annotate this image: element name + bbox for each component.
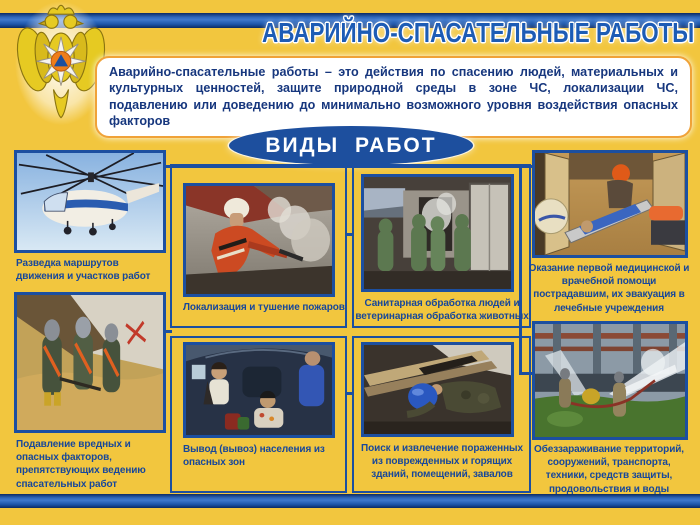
caption-search-and-extraction: Поиск и извлечение пораженных из поврежденных и горящих зданий, помещений, завалов <box>361 443 523 481</box>
definition-box <box>95 56 692 138</box>
caption-decontamination: Обеззараживание территорий, сооружений, транспорта, техники, средств защиты, продовольствия и воды <box>534 444 684 495</box>
bottom-blue-bar <box>0 494 700 508</box>
caption-fire-extinguishing: Локализация и тушение пожаров <box>183 302 345 313</box>
section-banner <box>229 126 473 165</box>
section-banner-label: ВИДЫ РАБОТ <box>265 133 437 157</box>
caption-population-evacuation: Вывод (вывоз) населения из опасных зон <box>183 444 325 469</box>
definition-text: Аварийно-спасательные работы – это действия по спасению людей, материальных и культурных ценностей, защите природной среды в зоне ЧС, локализации ЧС, подавлению или доведению до минимально возможного уровня воздействия опасных факторов <box>109 65 678 129</box>
connector-bridge <box>166 330 172 333</box>
photo-search-and-extraction <box>361 342 514 437</box>
page-title: АВАРИЙНО-СПАСАТЕЛЬНЫЕ РАБОТЫ <box>261 17 694 48</box>
photo-rescue-helicopter <box>14 150 166 253</box>
photo-decontamination <box>532 321 688 440</box>
photo-medical-aid <box>532 150 688 258</box>
caption-sanitary-treatment: Санитарная обработка людей и ветеринарная обработка животных <box>355 298 529 323</box>
photo-population-evacuation <box>183 342 335 438</box>
caption-medical-aid: Оказание первой медицинской и врачебной помощи пострадавшим, их эвакуация в лечебные учреждения <box>528 263 690 314</box>
caption-hazard-suppression: Подавление вредных и опасных факторов, препятствующих ведению спасательных работ <box>16 439 146 490</box>
photo-firefighting <box>183 183 335 297</box>
emercom-emblem-icon <box>14 1 108 129</box>
caption-reconnaissance: Разведка маршрутов движения и участков работ <box>16 258 151 283</box>
photo-sanitary-treatment <box>361 174 514 292</box>
photo-hazard-suppression <box>14 292 166 433</box>
